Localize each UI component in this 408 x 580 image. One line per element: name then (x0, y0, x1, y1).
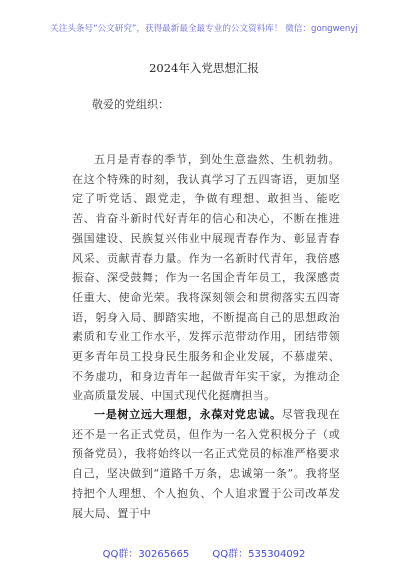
salutation: 敬爱的党组织： (92, 98, 169, 111)
footer-qq-group-2: QQ群：535304092 (212, 549, 306, 560)
body-paragraph-1 (72, 150, 340, 406)
footer-qq-group-1: QQ群：30265665 (102, 549, 190, 560)
document-title: 2024年入党思想汇报 (149, 61, 259, 75)
header-banner: 关注头条号“公文研究”，获得最新最全最专业的公文资料库！ 微信：gongwenyj (50, 24, 358, 34)
paragraph-lead: 一是树立远大理想，永葆对党忠诚。 (94, 408, 282, 421)
body-paragraph-2 (72, 405, 340, 523)
paragraph-text: 五月是青春的季节，到处生意盎然、生机勃勃。在这个特殊的时刻，我认真学习了五四寄语，更加坚定了听党话、跟党走，争做有理想、敢担当、能吃苦、肯奋斗新时代好青年的信心和决心，不断在推进强国建设、民族复兴伟业中展现青春作为、彰显青春风采、贡献青春力量。作为一名新时代青年，我倍感振奋、深受鼓舞；作为一名国企青年员工，我深感责任重大、使命光荣。我将深刻领会和贯彻落实五四寄语，躬身入局、脚踏实地，不断提高自己的思想政治素质和专业工作水平，发挥示范带动作用，团结带领更多青年员工投身民生服务和企业发展，不慕虚荣、不务虚功，和身边青年一起做青年实干家，为推动企业高质量发展、中国式现代化挺膺担当。 (72, 153, 340, 403)
paragraph-text: 尽管我现在还不是一名正式党员，但作为一名入党积极分子（或预备党员），我将始终以一名正式党员的标准严格要求自己，坚决做到“道路千万条，忠诚第一条”。我将坚持把个人理想、个人抱负、个人追求置于公司改革发展大局、置于中 (72, 408, 340, 520)
footer-contact (0, 545, 408, 560)
